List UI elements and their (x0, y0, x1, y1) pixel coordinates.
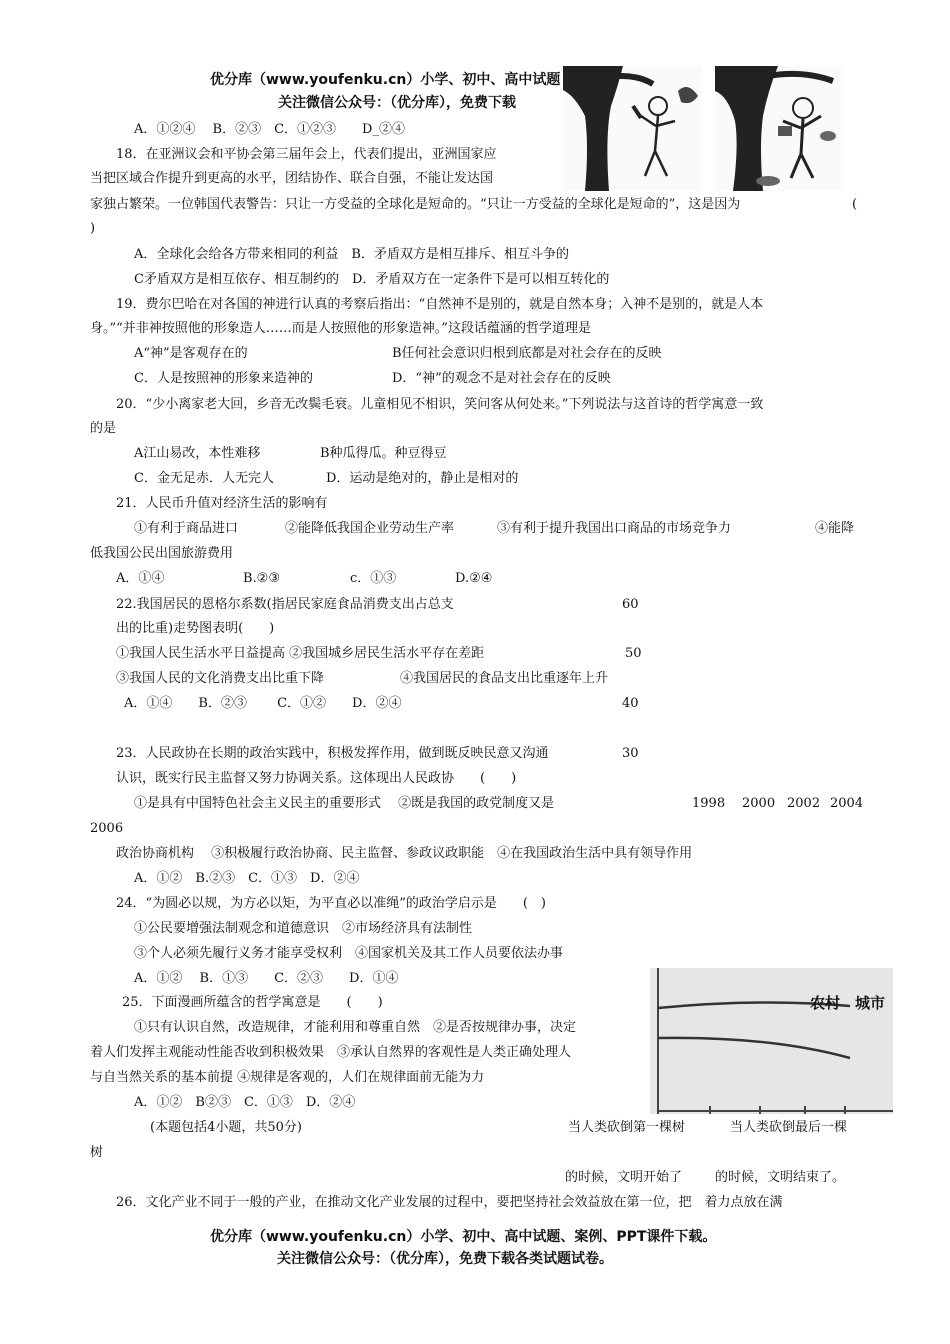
q19-line-1: 19．费尔巴哈在对各国的神进行认真的考察后指出：“自然神不是别的，就是自然本身；入神不是别的，就是人本 (116, 297, 764, 312)
q25-line-2: ①只有认识自然，改造规律，才能利用和尊重自然 ②是否按规律办事，决定 (134, 1020, 577, 1035)
section-2-note: (本题包括4小题，共50分) (150, 1120, 302, 1135)
chart-x-tick-2006: 2006 (90, 821, 124, 836)
q22-line-1: 22.我国居民的恩格尔系数(指居民家庭食品消费支出占总支 (116, 597, 454, 612)
footer-line-2: 关注微信公众号：（优分库），免费下载各类试题试卷。 (277, 1251, 613, 1267)
q22-item-4: ④我国居民的食品支出比重逐年上升 (400, 671, 609, 686)
chart-x-tick-2004: 2004 (830, 796, 864, 811)
q23-line-2: 认识，既实行民主监督又努力协调关系。这体现出人民政协 ( ) (116, 771, 517, 786)
q25-line-3: 着人们发挥主观能动性能否收到积极效果 ③承认自然界的客观性是人类正确处理人 (90, 1045, 572, 1060)
q21-item-3: ③有利于提升我国出口商品的市场竞争力 (497, 521, 732, 536)
q21-item-4: ④能降 (815, 521, 855, 536)
header-line-2: 关注微信公众号：（优分库），免费下载 (278, 95, 516, 111)
q23-options: A．①② B.②③ C．①③ D．②④ (134, 871, 360, 886)
engel-chart-drawing (650, 968, 893, 1114)
q24-options: A．①② B．①③ C．②③ D．①④ (134, 971, 399, 986)
q23-items-1-2: ①是具有中国特色社会主义民主的重要形式 ②既是我国的政党制度又是 (134, 796, 555, 811)
q21-option-b: B.②③ (243, 571, 280, 586)
q21-line-1: 21．人民币升值对经济生活的影响有 (116, 496, 328, 511)
cartoon-drawing (563, 66, 843, 191)
q21-item-2: ②能降低我国企业劳动生产率 (285, 521, 455, 536)
q18-options-ab: A．全球化会给各方带来相同的利益 B．矛盾双方是相互排斥、相互斗争的 (134, 247, 569, 262)
q19-line-2: 身。”“并非神按照他的形象造人……而是人按照他的形象造神。”这段话蕴涵的哲学道理是 (90, 321, 591, 336)
q20-line-1: 20．“少小离家老大回，乡音无改鬓毛衰。儿童相见不相识，笑问客从何处来。”下列说法与这首诗的哲学寓意一致 (116, 397, 764, 412)
chart-y-tick-30: 30 (622, 746, 639, 761)
q18-line-4: ) (90, 221, 96, 236)
q20-line-2: 的是 (90, 421, 117, 436)
cartoon-caption-1: 当人类砍倒第一棵树 (568, 1120, 686, 1135)
q22-line-2: 出的比重)走势图表明( ) (116, 621, 275, 636)
q25-options: A．①② B②③ C．①③ D．②④ (134, 1095, 356, 1110)
cartoon-image (563, 66, 843, 191)
footer-line-1: 优分库（www.youfenku.cn）小学、初中、高中试题、案例、PPT课件下载。 (210, 1229, 717, 1245)
q20-option-b: B种瓜得瓜。种豆得豆 (320, 446, 447, 461)
chart-x-tick-2002: 2002 (787, 796, 821, 811)
chart-y-tick-60: 60 (622, 597, 639, 612)
q18-line-3: 家独占繁荣。一位韩国代表警告：只让一方受益的全球化是短命的。“只让一方受益的全球化是短命的”，这是因为 (90, 197, 741, 212)
q19-option-c: C．人是按照神的形象来造神的 (134, 371, 313, 386)
q18-options-cd: C矛盾双方是相互依存、相互制约的 D．矛盾双方在一定条件下是可以相互转化的 (134, 272, 610, 287)
cartoon-caption-2-tail: 树 (90, 1145, 104, 1160)
q24-items-3-4: ③个人必须先履行义务才能享受权利 ④国家机关及其工作人员要依法办事 (134, 946, 564, 961)
chart-x-tick-2000: 2000 (742, 796, 776, 811)
chart-label-urban: 城市 (855, 994, 886, 1012)
q19-option-a: A“神”是客观存在的 (134, 346, 248, 361)
engel-chart-image (650, 968, 893, 1114)
q22-item-3: ③我国人民的文化消费支出比重下降 (116, 671, 325, 686)
q24-items-1-2: ①公民要增强法制观念和道德意识 ②市场经济具有法制性 (134, 921, 473, 936)
q21-line-3: 低我国公民出国旅游费用 (90, 546, 234, 561)
q22-options: A．①④ B．②③ C．①② D．②④ (124, 696, 402, 711)
q21-item-1: ①有利于商品进口 (134, 521, 239, 536)
chart-label-rural: 农村 (810, 994, 841, 1012)
cartoon-caption-2: 当人类砍倒最后一棵 (730, 1120, 848, 1135)
q21-option-d: D.②④ (455, 571, 493, 586)
q21-option-a: A．①④ (116, 571, 165, 586)
q23-line-4: 政治协商机构 ③积极履行政治协商、民主监督、参政议政职能 ④在我国政治生活中具有领导作用 (116, 846, 693, 861)
q20-option-a: A江山易改，本性难移 (134, 446, 261, 461)
q17-options: A．①②④ B．②③ C．①②③ D_②④ (134, 122, 405, 137)
q19-option-b: B任何社会意识归根到底都是对社会存在的反映 (392, 346, 662, 361)
cartoon-caption-3: 的时候，文明开始了 (565, 1170, 683, 1185)
q23-line-1: 23．人民政协在长期的政治实践中，积极发挥作用，做到既反映民意又沟通 (116, 746, 549, 761)
q20-option-c: C．金无足赤．人无完人 (134, 471, 274, 486)
header-line-1: 优分库（www.youfenku.cn）小学、初中、高中试题 (210, 72, 561, 88)
chart-y-tick-40: 40 (622, 696, 639, 711)
q26-line-1: 26．文化产业不同于一般的产业，在推动文化产业发展的过程中，要把坚持社会效益放在第一位，把 着力点放在满 (116, 1195, 783, 1210)
q18-line-2: 当把区域合作提升到更高的水平，团结协作、联合自强，不能让发达国 (90, 171, 494, 186)
q18-line-1: 18．在亚洲议会和平协会第三届年会上，代表们提出，亚洲国家应 (116, 147, 497, 162)
q25-line-1: 25．下面漫画所蕴含的哲学寓意是 ( ) (122, 995, 383, 1010)
q24-line-1: 24．“为圆必以规，为方必以矩，为平直必以准绳”的政治学启示是 ( ) (116, 896, 546, 911)
q20-option-d: D．运动是绝对的，静止是相对的 (326, 471, 519, 486)
q19-option-d: D．“神”的观念不是对社会存在的反映 (392, 371, 611, 386)
cartoon-caption-4: 的时候，文明结束了。 (715, 1170, 846, 1185)
chart-y-tick-50: 50 (625, 646, 642, 661)
chart-x-tick-1998: 1998 (692, 796, 726, 811)
q25-line-4: 与自当然关系的基本前提 ④规律是客观的，人们在规律面前无能为力 (90, 1070, 485, 1085)
q21-option-c: c．①③ (350, 571, 397, 586)
q18-line-3-paren: ( (852, 197, 858, 212)
q22-items-1-2: ①我国人民生活水平日益提高 ②我国城乡居民生活水平存在差距 (116, 646, 485, 661)
